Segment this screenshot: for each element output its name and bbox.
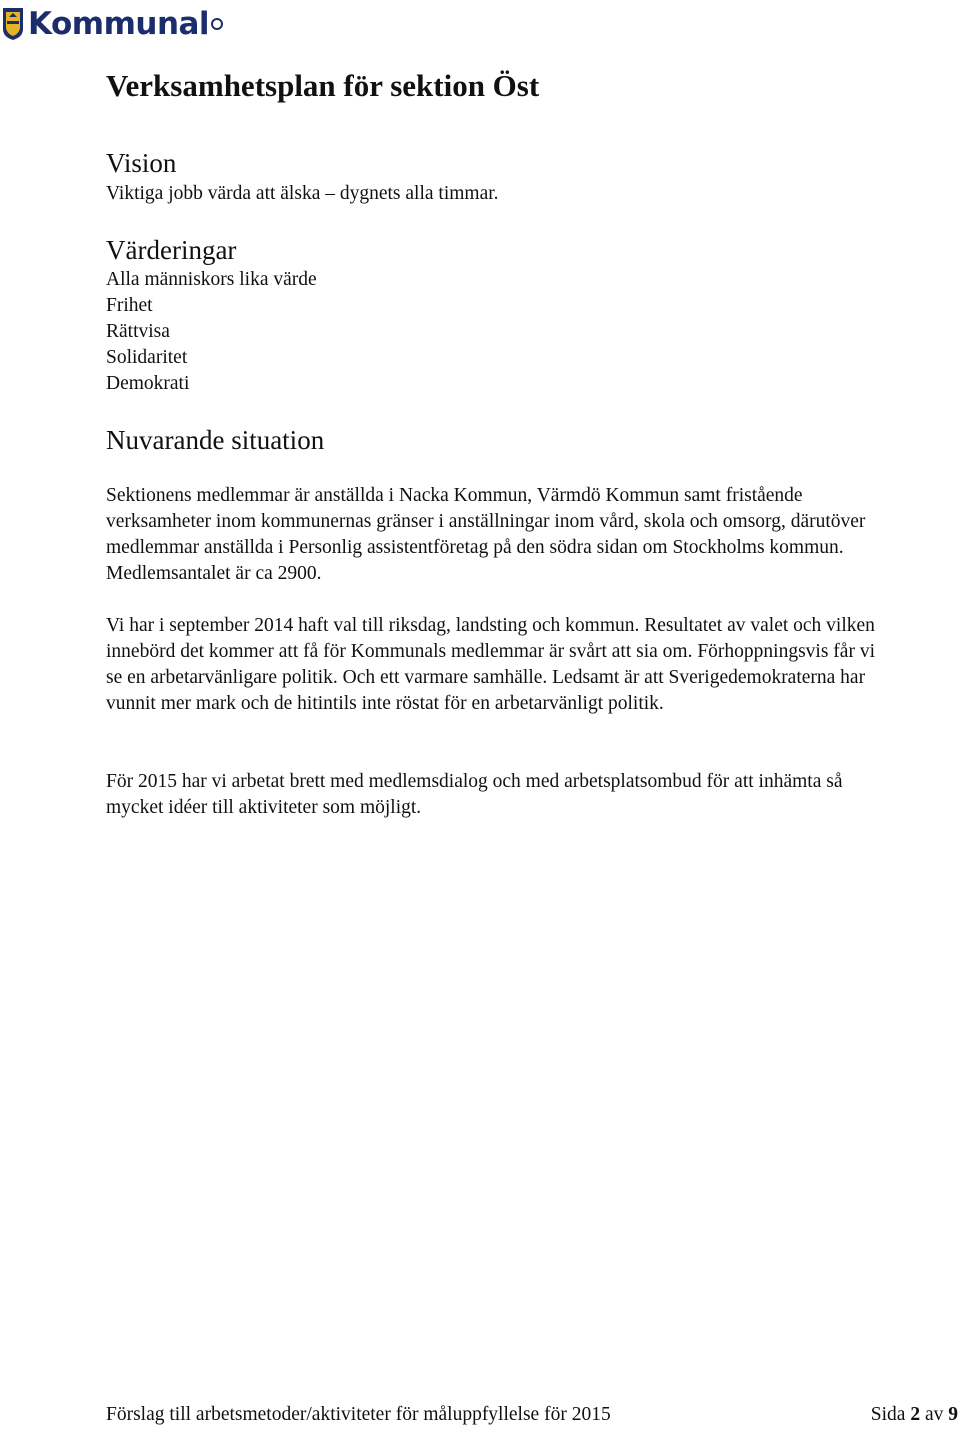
logo-dot [211,18,223,30]
situation-paragraph-2: Vi har i september 2014 haft val till riksdag, landsting och kommun. Resultatet av valet och vilken innebörd det kommer att få för Kommunals medlemmar är svårt att sia om. Förhoppningsvis får vi se en arbetarvänligare politik. Och ett varmare samhälle. Ledsamt är att Sverigedemokraterna har vunnit mer mark och de hitintils inte röstat för en arbetarvänligt politik. [106,615,875,714]
footer-title: Förslag till arbetsmetoder/aktiviteter för måluppfyllelse för 2015 [106,1404,611,1425]
values-item: Alla människors lika värde [106,269,317,290]
page-number [871,1404,958,1426]
document-title: Verksamhetsplan för sektion Öst [106,68,540,103]
logo-wordmark: Kommunal [28,5,210,42]
page-current: 2 [910,1404,921,1425]
page-footer [106,1404,958,1426]
vision-heading: Vision [106,148,177,178]
values-heading: Värderingar [106,235,237,265]
values-item: Rättvisa [106,321,170,342]
values-item: Solidaritet [106,347,188,368]
situation-paragraph-1: Sektionens medlemmar är anställda i Nacka Kommun, Värmdö Kommun samt fristående verksamheter inom kommunernas gränser i anställningar inom vård, skola och omsorg, därutöver medlemmar anställda i Personlig assistentföretag på den södra sidan om Stockholms kommun. Medlemsantalet är ca 2900. [106,485,866,584]
shield-crest-icon [2,7,24,41]
kommunal-logo [2,4,223,44]
values-item: Frihet [106,295,153,316]
page-of: av [924,1404,944,1425]
situation-paragraph-3: För 2015 har vi arbetat brett med medlemsdialog och med arbetsplatsombud för att inhämta så mycket idéer till aktiviteter som möjligt. [106,771,843,818]
situation-heading: Nuvarande situation [106,425,325,455]
vision-text: Viktiga jobb värda att älska – dygnets alla timmar. [106,183,499,204]
values-item: Demokrati [106,373,190,394]
page-total: 9 [948,1404,958,1425]
page-prefix: Sida [870,1404,906,1425]
